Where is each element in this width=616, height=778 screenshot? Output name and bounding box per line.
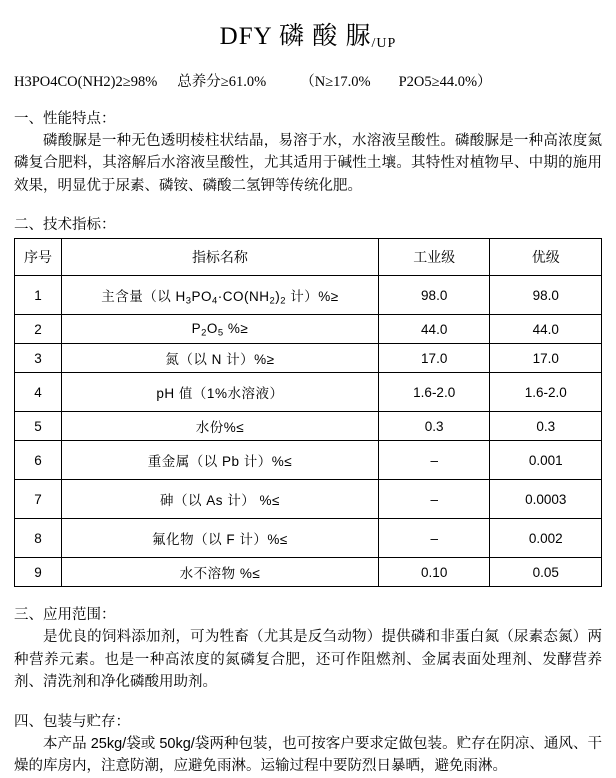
page-title xyxy=(14,16,602,52)
title-superscript: /UP xyxy=(371,36,397,51)
cell-no: 6 xyxy=(15,441,62,480)
formula-part-4: P2O5≥44.0%） xyxy=(398,74,492,90)
cell-indicator-name: pH 值（1%水溶液） xyxy=(61,373,378,412)
section-heading-performance: 一、性能特点： xyxy=(14,111,116,127)
table-row xyxy=(15,441,602,480)
table-header-no: 序号 xyxy=(15,239,62,276)
cell-superior-value: 0.05 xyxy=(490,558,602,587)
cell-indicator-name: 水份%≤ xyxy=(61,412,378,441)
section-body-performance: 磷酸脲是一种无色透明棱柱状结晶，易溶于水，水溶液呈酸性。磷酸脲是一种高浓度氮磷复合肥料，其溶解后水溶液呈酸性，尤其适用于碱性土壤。其特性对植物早、中期的施用效果，明显优于尿素、磷铵、磷酸二氢钾等传统化肥。 xyxy=(14,133,602,194)
cell-industrial-value: 0.3 xyxy=(378,412,490,441)
cell-industrial-value: 44.0 xyxy=(378,315,490,344)
cell-no: 5 xyxy=(15,412,62,441)
cell-indicator-name: $P_2O_5$ %≥ xyxy=(61,315,378,344)
section-body-application: 是优良的饲料添加剂，可为牲畜（尤其是反刍动物）提供磷和非蛋白氮（尿素态氮）两种营养元素。也是一种高浓度的氮磷复合肥，还可作阻燃剂、金属表面处理剂、发酵营养剂、清洗剂和净化磷酸用助剂。 xyxy=(14,629,602,691)
table-row xyxy=(15,315,602,344)
formula-part-3: （N≥17.0% xyxy=(300,74,371,90)
cell-no: 3 xyxy=(15,344,62,373)
title-main-text: DFY 磷 酸 脲 xyxy=(219,23,372,50)
table-row xyxy=(15,412,602,441)
cell-industrial-value: 0.10 xyxy=(378,558,490,587)
cell-superior-value: 1.6-2.0 xyxy=(490,373,602,412)
cell-indicator-name: 主含量（以 $H_3PO_4\cdot CO(NH_2)_2$ 计）%≥ xyxy=(61,276,378,315)
cell-superior-value: 0.002 xyxy=(490,519,602,558)
section-heading-application: 三、应用范围： xyxy=(14,607,116,624)
formula-line xyxy=(14,70,602,91)
cell-industrial-value: – xyxy=(378,519,490,558)
cell-superior-value: 0.0003 xyxy=(490,480,602,519)
cell-industrial-value: 17.0 xyxy=(378,344,490,373)
cell-industrial-value: 1.6-2.0 xyxy=(378,373,490,412)
table-header-row xyxy=(15,239,602,276)
table-header-industrial: 工业级 xyxy=(378,239,490,276)
cell-indicator-name: 砷（以 As 计） %≤ xyxy=(61,480,378,519)
table-header-superior: 优级 xyxy=(490,239,602,276)
table-row xyxy=(15,558,602,587)
cell-superior-value: 98.0 xyxy=(490,276,602,315)
cell-superior-value: 17.0 xyxy=(490,344,602,373)
cell-no: 4 xyxy=(15,373,62,412)
table-row xyxy=(15,519,602,558)
cell-no: 2 xyxy=(15,315,62,344)
cell-no: 7 xyxy=(15,480,62,519)
section-body-packaging: 本产品 25kg/袋或 50kg/袋两种包装，也可按客户要求定做包装。贮存在阴凉、通风、干燥的库房内，注意防潮，应避免雨淋。运输过程中要防烈日暴晒，避免雨淋。 xyxy=(14,735,602,775)
table-body xyxy=(15,276,602,587)
cell-industrial-value: – xyxy=(378,480,490,519)
cell-indicator-name: 氟化物（以 F 计）%≤ xyxy=(61,519,378,558)
cell-indicator-name: 重金属（以 Pb 计）%≤ xyxy=(61,441,378,480)
section-heading-specs: 二、技术指标： xyxy=(14,217,116,234)
cell-indicator-name: 氮（以 N 计）%≥ xyxy=(61,344,378,373)
table-row xyxy=(15,373,602,412)
cell-industrial-value: 98.0 xyxy=(378,276,490,315)
table-row xyxy=(15,276,602,315)
cell-superior-value: 44.0 xyxy=(490,315,602,344)
cell-no: 8 xyxy=(15,519,62,558)
cell-indicator-name: 水不溶物 %≤ xyxy=(61,558,378,587)
specification-table xyxy=(14,238,602,587)
cell-superior-value: 0.3 xyxy=(490,412,602,441)
cell-no: 9 xyxy=(15,558,62,587)
cell-superior-value: 0.001 xyxy=(490,441,602,480)
formula-part-2: 总养分≥61.0% xyxy=(177,74,267,90)
formula-part-1: H3PO4CO(NH2)2≥98% xyxy=(14,74,158,90)
table-row xyxy=(15,480,602,519)
cell-no: 1 xyxy=(15,276,62,315)
table-row xyxy=(15,344,602,373)
cell-industrial-value: – xyxy=(378,441,490,480)
table-header-name: 指标名称 xyxy=(61,239,378,276)
section-heading-packaging: 四、包装与贮存： xyxy=(14,713,130,730)
